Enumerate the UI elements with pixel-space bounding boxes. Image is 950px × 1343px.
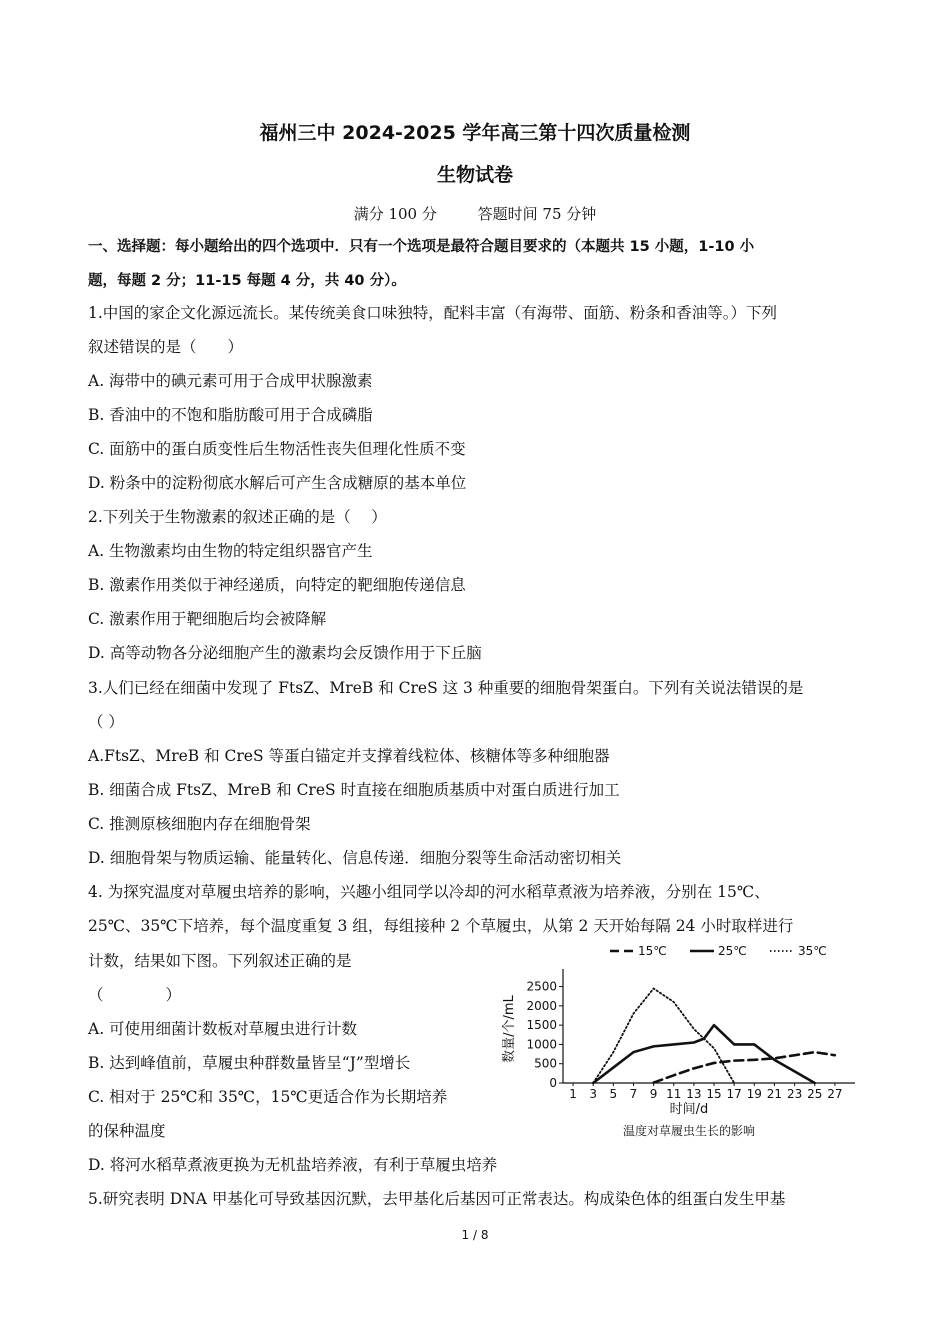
q1-option-b: B. 香油中的不饱和脂肪酸可用于合成磷脂 xyxy=(88,406,373,424)
x-axis-label: 时间/d xyxy=(669,1102,709,1117)
q2-option-b: B. 激素作用类似于神经递质，向特定的靶细胞传递信息 xyxy=(88,576,466,594)
series-line xyxy=(593,989,734,1084)
q4-option-c-line2: 的保种温度 xyxy=(88,1122,166,1140)
x-tick-label: 13 xyxy=(686,1087,702,1101)
q1-option-a: A. 海带中的碘元素可用于合成甲状腺激素 xyxy=(88,372,373,390)
y-tick-label: 1000 xyxy=(526,1037,557,1052)
q4-stem-line2: 25℃、35℃下培养，每个温度重复 3 组，每组接种 2 个草履虫，从第 2 天开始每隔 24 小时取样进行 xyxy=(88,917,794,935)
y-tick-label: 1500 xyxy=(526,1018,557,1033)
x-tick-label: 17 xyxy=(726,1087,742,1101)
q2-option-a: A. 生物激素均由生物的特定组织器官产生 xyxy=(88,542,373,560)
exam-subtitle: 生物试卷 xyxy=(436,164,513,186)
legend-label: 25℃ xyxy=(718,944,747,958)
q5-stem-line1: 5.研究表明 DNA 甲基化可导致基因沉默，去甲基化后基因可正常表达。构成染色体的组蛋白发生甲基 xyxy=(88,1190,786,1208)
series-line xyxy=(593,1025,815,1083)
y-tick-label: 500 xyxy=(534,1056,557,1071)
y-axis-label: 数量/个/mL xyxy=(502,995,517,1063)
x-tick-label: 11 xyxy=(666,1087,682,1101)
exam-title: 福州三中 2024-2025 学年高三第十四次质量检测 xyxy=(259,122,691,144)
q4-stem-line1: 4. 为探究温度对草履虫培养的影响，兴趣小组同学以冷却的河水稻草煮液为培养液，分别在 15℃、 xyxy=(88,883,770,901)
q4-option-c-line1: C. 相对于 25℃和 35℃，15℃更适合作为长期培养 xyxy=(88,1088,448,1106)
q1-option-d: D. 粉条中的淀粉彻底水解后可产生含成糖原的基本单位 xyxy=(88,474,467,492)
q3-option-d: D. 细胞骨架与物质运输、能量转化、信息传递．细胞分裂等生命活动密切相关 xyxy=(88,849,622,867)
q3-option-a: A.FtsZ、MreB 和 CreS 等蛋白锚定并支撑着线粒体、核糖体等多种细胞器 xyxy=(88,747,610,765)
x-tick-label: 7 xyxy=(629,1087,638,1101)
paramecium-growth-chart xyxy=(495,935,875,1145)
full-score: 满分 100 分 xyxy=(353,205,437,223)
x-tick-label: 25 xyxy=(807,1087,823,1101)
page-number: 1 / 8 xyxy=(461,1228,489,1242)
x-tick-label: 23 xyxy=(786,1087,803,1101)
y-tick-label: 0 xyxy=(549,1076,557,1090)
q1-stem-line1: 1.中国的家企文化源远流长。某传统美食口味独特，配料丰富（有海带、面筋、粉条和香油等。）下列 xyxy=(88,304,778,322)
x-tick-label: 19 xyxy=(746,1087,762,1101)
section-heading-line1: 一、选择题：每小题给出的四个选项中．只有一个选项是最符合题目要求的（本题共 15 小题，1-10 小 xyxy=(88,239,755,255)
q2-option-d: D. 高等动物各分泌细胞产生的激素均会反馈作用于下丘脑 xyxy=(88,644,482,662)
answer-time: 答题时间 75 分钟 xyxy=(477,205,597,223)
q3-stem-line2: （ ） xyxy=(88,713,124,731)
q1-stem-line2: 叙述错误的是（ ） xyxy=(88,338,244,356)
section-heading-line2: 题，每题 2 分；11-15 每题 4 分，共 40 分）。 xyxy=(88,273,406,289)
q4-option-d: D. 将河水稻草煮液更换为无机盐培养液，有利于草履虫培养 xyxy=(88,1156,498,1174)
y-tick-label: 2000 xyxy=(526,998,557,1013)
q3-option-b: B. 细菌合成 FtsZ、MreB 和 CreS 时直接在细胞质基质中对蛋白质进行加工 xyxy=(88,781,620,799)
y-tick-label: 2500 xyxy=(526,979,557,994)
q4-option-b: B. 达到峰值前，草履虫种群数量皆呈“J”型增长 xyxy=(88,1054,411,1072)
x-tick-label: 21 xyxy=(766,1087,783,1101)
chart-title: 温度对草履虫生长的影响 xyxy=(622,1124,756,1138)
exam-meta xyxy=(0,203,950,224)
q4-option-a: A. 可使用细菌计数板对草履虫进行计数 xyxy=(88,1020,358,1038)
x-tick-label: 27 xyxy=(827,1087,843,1101)
q1-option-c: C. 面筋中的蛋白质变性后生物活性丧失但理化性质不变 xyxy=(88,440,466,458)
legend-label: 15℃ xyxy=(638,944,667,958)
x-tick-label: 3 xyxy=(589,1087,598,1101)
x-tick-label: 9 xyxy=(649,1087,658,1101)
x-tick-label: 15 xyxy=(706,1087,722,1101)
x-tick-label: 5 xyxy=(609,1087,618,1101)
legend-label: 35℃ xyxy=(798,944,827,958)
q3-stem-line1: 3.人们已经在细菌中发现了 FtsZ、MreB 和 CreS 这 3 种重要的细胞骨架蛋白。下列有关说法错误的是 xyxy=(88,679,804,697)
q4-stem-line3: 计数，结果如下图。下列叙述正确的是 xyxy=(88,952,352,970)
q3-option-c: C. 推测原核细胞内存在细胞骨架 xyxy=(88,815,311,833)
q2-stem: 2.下列关于生物激素的叙述正确的是（ ） xyxy=(88,508,387,526)
q2-option-c: C. 激素作用于靶细胞后均会被降解 xyxy=(88,610,327,628)
x-tick-label: 1 xyxy=(569,1087,577,1101)
q4-stem-line4: （ ） xyxy=(88,986,182,1004)
